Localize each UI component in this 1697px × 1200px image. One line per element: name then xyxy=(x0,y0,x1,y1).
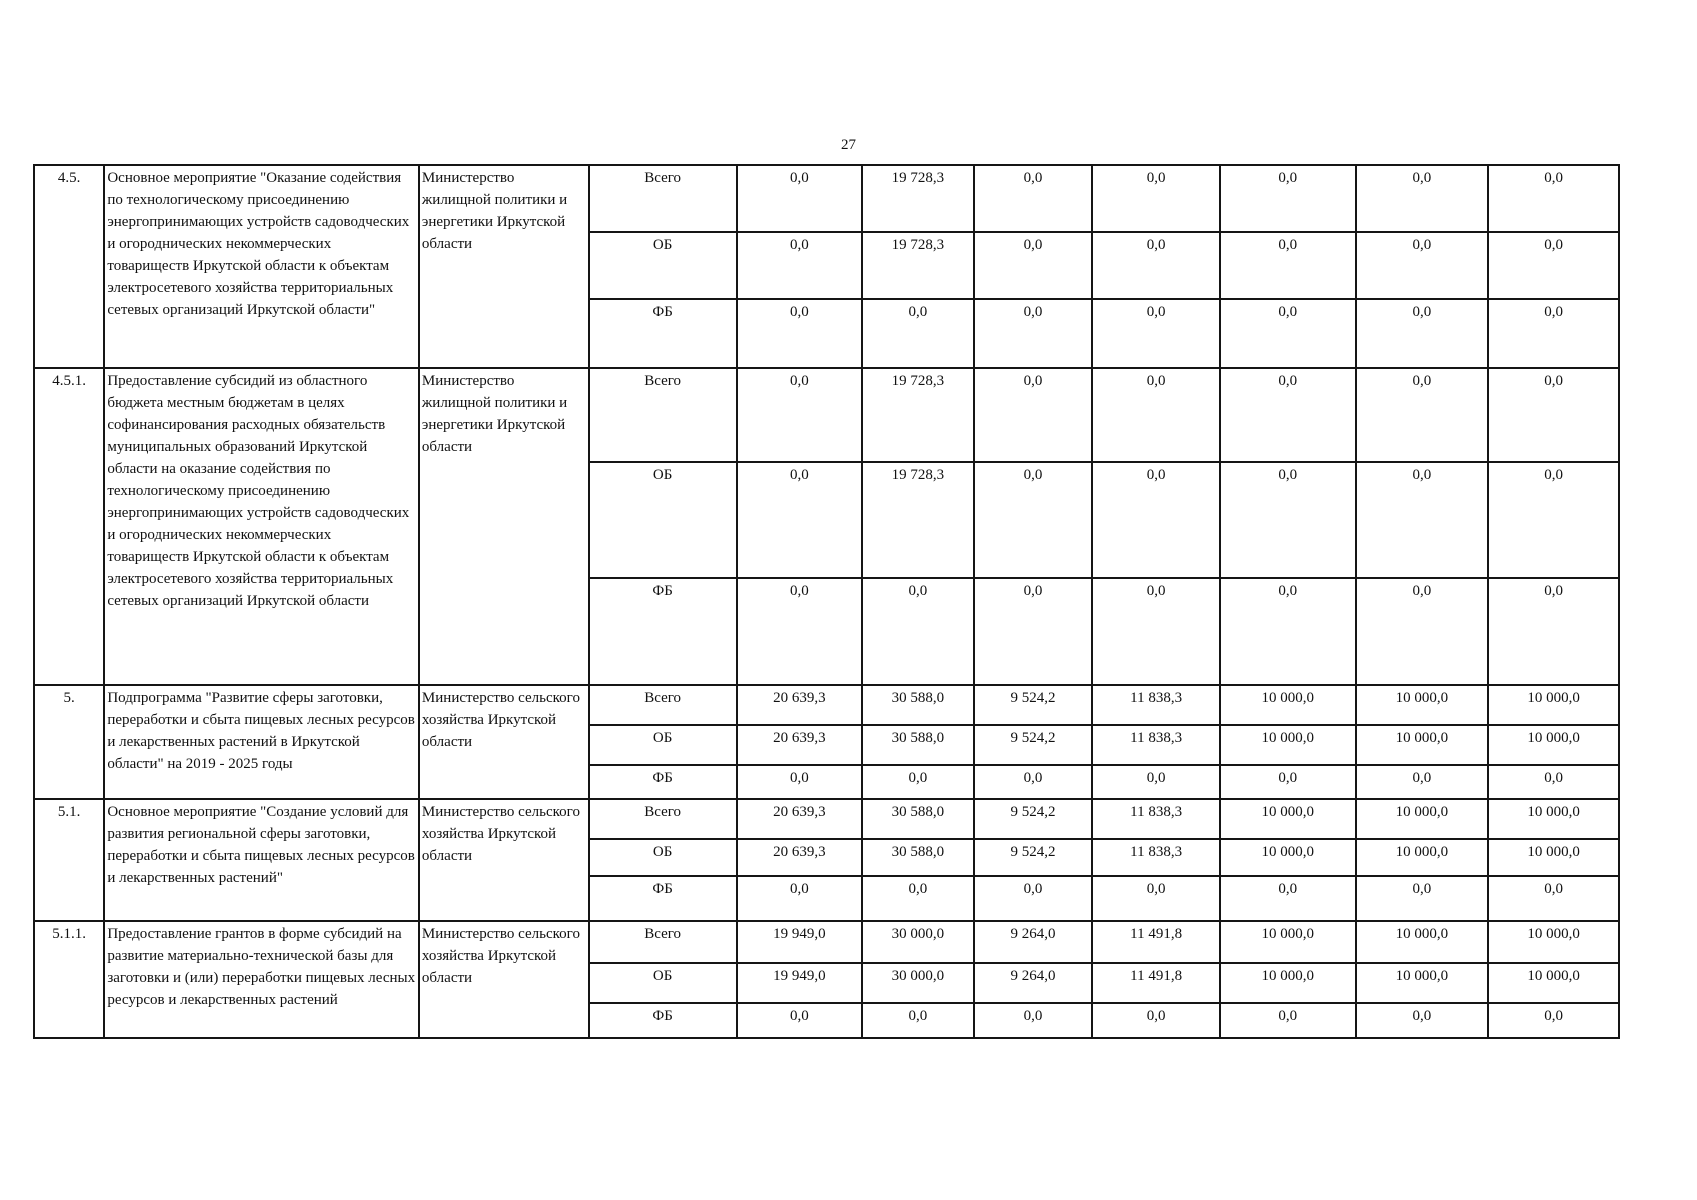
amount-cell: 0,0 xyxy=(974,1003,1093,1038)
amount-cell: 0,0 xyxy=(737,299,863,368)
item-name-cell: Предоставление грантов в форме субсидий на развитие материально-технической базы для заготовки и (или) переработки пищевых лесных ресурсов и лекарственных растений xyxy=(104,921,419,1038)
amount-cell: 0,0 xyxy=(737,765,863,799)
funding-source-cell: Всего xyxy=(589,685,737,725)
executor-cell: Министерство жилищной политики и энергетики Иркутской области xyxy=(419,165,589,368)
item-name-cell: Основное мероприятие "Оказание содействия по технологическому присоединению энергопринимающих устройств садоводческих и огороднических некоммерческих товариществ Иркутской области к объектам электросетевого хозяйства территориальных сетевых организаций Иркутской области" xyxy=(104,165,419,368)
amount-cell: 0,0 xyxy=(974,765,1093,799)
amount-cell: 9 524,2 xyxy=(974,725,1093,765)
funding-source-cell: Всего xyxy=(589,165,737,232)
page-number: 27 xyxy=(841,137,856,153)
amount-cell: 0,0 xyxy=(862,299,974,368)
amount-cell: 19 728,3 xyxy=(862,368,974,462)
funding-source-cell: ФБ xyxy=(589,1003,737,1038)
amount-cell: 0,0 xyxy=(1488,765,1619,799)
amount-cell: 0,0 xyxy=(862,578,974,685)
amount-cell: 0,0 xyxy=(1356,462,1489,578)
amount-cell: 11 838,3 xyxy=(1092,725,1220,765)
amount-cell: 0,0 xyxy=(737,1003,863,1038)
table-body xyxy=(34,165,1619,1038)
funding-source-cell: ФБ xyxy=(589,578,737,685)
amount-cell: 0,0 xyxy=(1092,368,1220,462)
funding-source-cell: ОБ xyxy=(589,963,737,1003)
funding-source-cell: ФБ xyxy=(589,299,737,368)
amount-cell: 0,0 xyxy=(1220,1003,1356,1038)
amount-cell: 19 949,0 xyxy=(737,963,863,1003)
amount-cell: 10 000,0 xyxy=(1356,839,1489,876)
amount-cell: 0,0 xyxy=(1356,368,1489,462)
amount-cell: 0,0 xyxy=(737,165,863,232)
amount-cell: 10 000,0 xyxy=(1488,725,1619,765)
amount-cell: 0,0 xyxy=(1356,1003,1489,1038)
executor-cell: Министерство сельского хозяйства Иркутской области xyxy=(419,921,589,1038)
amount-cell: 19 949,0 xyxy=(737,921,863,963)
amount-cell: 0,0 xyxy=(862,1003,974,1038)
amount-cell: 11 491,8 xyxy=(1092,963,1220,1003)
amount-cell: 20 639,3 xyxy=(737,725,863,765)
amount-cell: 0,0 xyxy=(1220,165,1356,232)
executor-cell: Министерство жилищной политики и энергетики Иркутской области xyxy=(419,368,589,685)
amount-cell: 9 524,2 xyxy=(974,839,1093,876)
amount-cell: 0,0 xyxy=(974,876,1093,921)
table-row xyxy=(34,165,1619,232)
amount-cell: 20 639,3 xyxy=(737,799,863,839)
amount-cell: 30 588,0 xyxy=(862,725,974,765)
funding-source-cell: Всего xyxy=(589,799,737,839)
amount-cell: 0,0 xyxy=(1488,368,1619,462)
amount-cell: 0,0 xyxy=(1092,765,1220,799)
amount-cell: 20 639,3 xyxy=(737,685,863,725)
amount-cell: 0,0 xyxy=(1488,462,1619,578)
amount-cell: 19 728,3 xyxy=(862,232,974,299)
amount-cell: 0,0 xyxy=(974,299,1093,368)
amount-cell: 0,0 xyxy=(1092,1003,1220,1038)
amount-cell: 0,0 xyxy=(974,578,1093,685)
amount-cell: 10 000,0 xyxy=(1220,685,1356,725)
amount-cell: 0,0 xyxy=(1356,232,1489,299)
amount-cell: 0,0 xyxy=(862,765,974,799)
funding-source-cell: ОБ xyxy=(589,232,737,299)
amount-cell: 0,0 xyxy=(1488,578,1619,685)
funding-source-cell: ФБ xyxy=(589,876,737,921)
amount-cell: 10 000,0 xyxy=(1488,963,1619,1003)
amount-cell: 0,0 xyxy=(1488,232,1619,299)
amount-cell: 0,0 xyxy=(737,462,863,578)
item-number-cell: 5.1.1. xyxy=(34,921,104,1038)
amount-cell: 11 838,3 xyxy=(1092,839,1220,876)
amount-cell: 10 000,0 xyxy=(1356,725,1489,765)
amount-cell: 10 000,0 xyxy=(1488,839,1619,876)
amount-cell: 30 000,0 xyxy=(862,921,974,963)
funding-source-cell: Всего xyxy=(589,368,737,462)
amount-cell: 10 000,0 xyxy=(1356,685,1489,725)
amount-cell: 10 000,0 xyxy=(1356,963,1489,1003)
amount-cell: 0,0 xyxy=(1092,299,1220,368)
item-number-cell: 5.1. xyxy=(34,799,104,921)
amount-cell: 10 000,0 xyxy=(1220,839,1356,876)
amount-cell: 30 588,0 xyxy=(862,799,974,839)
amount-cell: 0,0 xyxy=(974,368,1093,462)
table-row xyxy=(34,685,1619,725)
amount-cell: 0,0 xyxy=(737,232,863,299)
item-number-cell: 4.5. xyxy=(34,165,104,368)
amount-cell: 30 588,0 xyxy=(862,685,974,725)
funding-source-cell: Всего xyxy=(589,921,737,963)
executor-cell: Министерство сельского хозяйства Иркутской области xyxy=(419,685,589,799)
amount-cell: 10 000,0 xyxy=(1488,921,1619,963)
amount-cell: 0,0 xyxy=(1356,876,1489,921)
item-number-cell: 4.5.1. xyxy=(34,368,104,685)
amount-cell: 0,0 xyxy=(1488,299,1619,368)
amount-cell: 10 000,0 xyxy=(1488,685,1619,725)
amount-cell: 0,0 xyxy=(1356,765,1489,799)
table-row xyxy=(34,799,1619,839)
amount-cell: 0,0 xyxy=(1356,165,1489,232)
amount-cell: 0,0 xyxy=(1092,165,1220,232)
amount-cell: 0,0 xyxy=(1092,232,1220,299)
amount-cell: 0,0 xyxy=(1220,765,1356,799)
funding-source-cell: ОБ xyxy=(589,462,737,578)
budget-table xyxy=(33,164,1620,1039)
funding-source-cell: ОБ xyxy=(589,839,737,876)
amount-cell: 0,0 xyxy=(1356,578,1489,685)
amount-cell: 10 000,0 xyxy=(1220,799,1356,839)
amount-cell: 30 588,0 xyxy=(862,839,974,876)
amount-cell: 0,0 xyxy=(1488,876,1619,921)
amount-cell: 0,0 xyxy=(1092,462,1220,578)
amount-cell: 11 838,3 xyxy=(1092,799,1220,839)
amount-cell: 10 000,0 xyxy=(1488,799,1619,839)
amount-cell: 19 728,3 xyxy=(862,165,974,232)
item-name-cell: Подпрограмма "Развитие сферы заготовки, переработки и сбыта пищевых лесных ресурсов и лекарственных растений в Иркутской области" на 2019 - 2025 годы xyxy=(104,685,419,799)
amount-cell: 9 264,0 xyxy=(974,963,1093,1003)
amount-cell: 0,0 xyxy=(1488,1003,1619,1038)
item-number-cell: 5. xyxy=(34,685,104,799)
amount-cell: 0,0 xyxy=(737,876,863,921)
amount-cell: 10 000,0 xyxy=(1220,921,1356,963)
funding-source-cell: ОБ xyxy=(589,725,737,765)
amount-cell: 10 000,0 xyxy=(1220,963,1356,1003)
amount-cell: 0,0 xyxy=(862,876,974,921)
amount-cell: 0,0 xyxy=(737,578,863,685)
amount-cell: 0,0 xyxy=(1488,165,1619,232)
amount-cell: 0,0 xyxy=(974,165,1093,232)
amount-cell: 9 264,0 xyxy=(974,921,1093,963)
amount-cell: 9 524,2 xyxy=(974,799,1093,839)
amount-cell: 0,0 xyxy=(974,232,1093,299)
amount-cell: 9 524,2 xyxy=(974,685,1093,725)
amount-cell: 0,0 xyxy=(1220,876,1356,921)
amount-cell: 30 000,0 xyxy=(862,963,974,1003)
amount-cell: 0,0 xyxy=(1092,876,1220,921)
amount-cell: 10 000,0 xyxy=(1220,725,1356,765)
funding-source-cell: ФБ xyxy=(589,765,737,799)
amount-cell: 0,0 xyxy=(1220,368,1356,462)
table-row xyxy=(34,921,1619,963)
amount-cell: 0,0 xyxy=(1220,462,1356,578)
amount-cell: 0,0 xyxy=(1092,578,1220,685)
amount-cell: 0,0 xyxy=(974,462,1093,578)
amount-cell: 0,0 xyxy=(737,368,863,462)
amount-cell: 19 728,3 xyxy=(862,462,974,578)
amount-cell: 11 491,8 xyxy=(1092,921,1220,963)
executor-cell: Министерство сельского хозяйства Иркутской области xyxy=(419,799,589,921)
amount-cell: 0,0 xyxy=(1220,578,1356,685)
amount-cell: 0,0 xyxy=(1220,232,1356,299)
amount-cell: 11 838,3 xyxy=(1092,685,1220,725)
amount-cell: 0,0 xyxy=(1220,299,1356,368)
amount-cell: 20 639,3 xyxy=(737,839,863,876)
amount-cell: 0,0 xyxy=(1356,299,1489,368)
item-name-cell: Предоставление субсидий из областного бюджета местным бюджетам в целях софинансирования расходных обязательств муниципальных образований Иркутской области на оказание содействия по технологическому присоединению энергопринимающих устройств садоводческих и огороднических некоммерческих товариществ Иркутской области к объектам электросетевого хозяйства территориальных сетевых организаций Иркутской области xyxy=(104,368,419,685)
item-name-cell: Основное мероприятие "Создание условий для развития региональной сферы заготовки, переработки и сбыта пищевых лесных ресурсов и лекарственных растений" xyxy=(104,799,419,921)
table-row xyxy=(34,368,1619,462)
amount-cell: 10 000,0 xyxy=(1356,921,1489,963)
amount-cell: 10 000,0 xyxy=(1356,799,1489,839)
